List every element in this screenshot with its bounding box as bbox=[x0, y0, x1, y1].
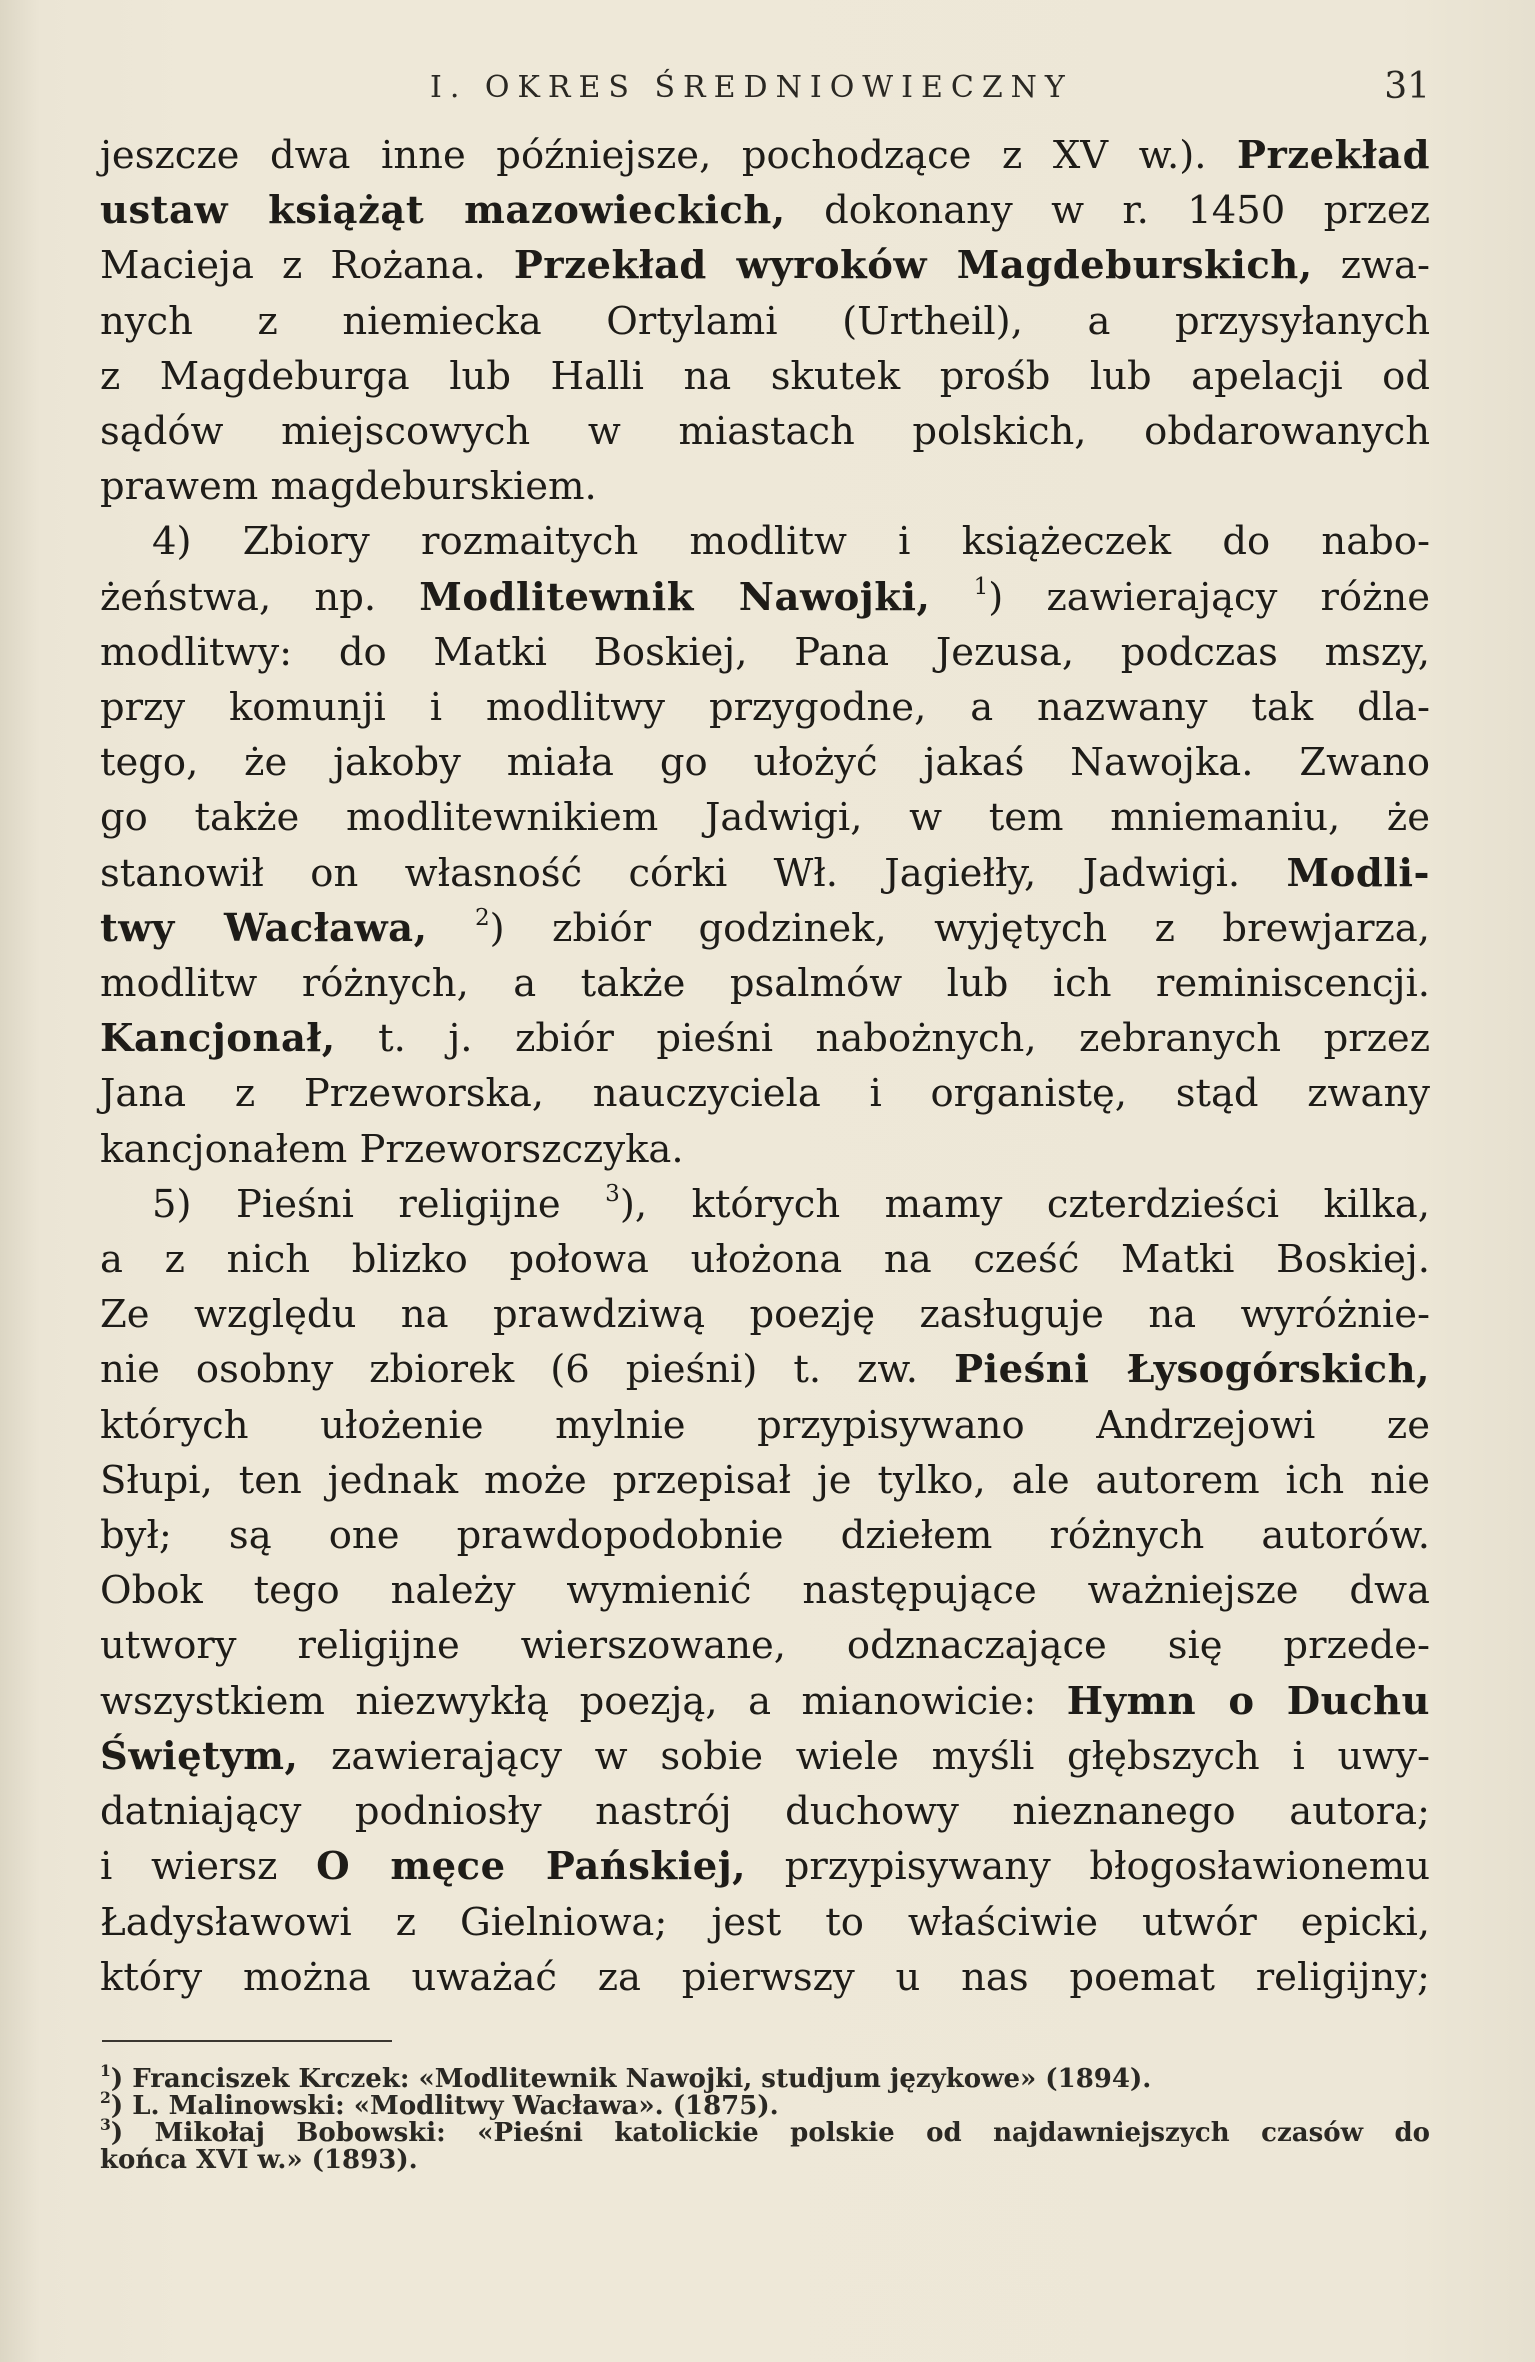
text-line bbox=[100, 1618, 1430, 1673]
text-run: żeństwa, np. bbox=[100, 574, 420, 620]
bold-title: ustaw książąt mazowieckich, bbox=[100, 188, 786, 234]
text-run: przy komunji i modlitwy przygodne, a nazwany tak dla- bbox=[100, 685, 1430, 731]
text-run: zawierający w sobie wiele myśli głębszych i uwy- bbox=[298, 1733, 1430, 1779]
footnote-rule bbox=[102, 2040, 392, 2042]
footnote-mark: 2 bbox=[100, 2088, 111, 2108]
text-run: wszystkiem niezwykłą poezją, a mianowicie: bbox=[100, 1678, 1067, 1724]
text-line bbox=[100, 294, 1430, 349]
bold-title: Przekład bbox=[1237, 133, 1430, 178]
text-line bbox=[100, 1177, 1430, 1232]
footnote-text: końca XVI w.» (1893). bbox=[100, 2145, 418, 2175]
text-run: Obok tego należy wymienić następujące ważniejsze dwa bbox=[100, 1568, 1430, 1614]
footnote bbox=[100, 2061, 1430, 2094]
text-run: przypisywany błogosławionemu bbox=[746, 1844, 1430, 1890]
text-line bbox=[100, 404, 1430, 459]
text-line bbox=[100, 1066, 1430, 1121]
text-run: nych z niemiecka Ortylami (Urtheil), a przysyłanych bbox=[100, 298, 1430, 344]
footnote-mark: 3 bbox=[100, 2115, 111, 2135]
text-line bbox=[100, 1950, 1430, 2005]
text-line bbox=[100, 349, 1430, 404]
text-run: i wiersz bbox=[100, 1844, 317, 1890]
text-line bbox=[100, 1508, 1430, 1563]
bold-title: Przekład wyroków Magdeburskich, bbox=[513, 243, 1313, 289]
text-line bbox=[100, 1122, 1430, 1177]
page-number: 31 bbox=[1384, 66, 1430, 107]
text-line bbox=[100, 1342, 1430, 1397]
text-line bbox=[100, 459, 1430, 514]
text-line bbox=[100, 1011, 1430, 1066]
footnote-text: ) Mikołaj Bobowski: «Pieśni katolickie polskie od najdawniejszych czasów do bbox=[110, 2118, 1430, 2148]
text-run: 4) Zbiory rozmaitych modlitw i książeczek do nabo- bbox=[152, 519, 1430, 565]
text-line bbox=[100, 570, 1430, 625]
text-run bbox=[930, 575, 973, 620]
text-line bbox=[100, 790, 1430, 845]
bold-title: Kancjonał, bbox=[100, 1016, 336, 1062]
footnote-ref: 2 bbox=[474, 904, 490, 931]
text-line bbox=[100, 238, 1430, 293]
text-run: był; są one prawdopodobnie dziełem różnych autorów. bbox=[100, 1513, 1430, 1559]
footnote-ref: 3 bbox=[605, 1180, 620, 1207]
footnote-text: ) L. Malinowski: «Modlitwy Wacława». (1875). bbox=[110, 2091, 779, 2121]
footnote-ref: 1 bbox=[973, 573, 989, 600]
bold-title: Świętym, bbox=[100, 1733, 299, 1779]
footnote bbox=[100, 2115, 1430, 2148]
text-line bbox=[100, 735, 1430, 790]
text-run: ), których mamy czterdzieści kilka, bbox=[619, 1181, 1430, 1227]
footnotes bbox=[100, 2061, 1430, 2175]
text-run: kancjonałem Przeworszczyka. bbox=[100, 1126, 684, 1172]
text-run: Słupi, ten jednak może przepisał je tylko, ale autorem ich nie bbox=[100, 1457, 1430, 1503]
text-line bbox=[100, 1784, 1430, 1839]
bold-title: O męce Pańskiej, bbox=[316, 1844, 747, 1890]
text-run: t. j. zbiór pieśni nabożnych, zebranych przez bbox=[335, 1016, 1430, 1062]
text-run: których ułożenie mylnie przypisywano Andrzejowi ze bbox=[100, 1402, 1430, 1448]
text-run: stanowił on własność córki Wł. Jagiełły, Jadwigi. bbox=[100, 850, 1287, 896]
text-run: sądów miejscowych w miastach polskich, obdarowanych bbox=[100, 409, 1430, 455]
text-line bbox=[100, 956, 1430, 1011]
bold-title: twy Wacława, bbox=[100, 905, 428, 951]
text-run: nie osobny zbiorek (6 pieśni) t. zw. bbox=[100, 1347, 955, 1393]
text-run: ) zawierający różne bbox=[988, 574, 1430, 620]
text-line bbox=[100, 625, 1430, 680]
text-run: modlitwy: do Matki Boskiej, Pana Jezusa, podczas mszy, bbox=[100, 629, 1430, 675]
text-run: a z nich blizko połowa ułożona na cześć Matki Boskiej. bbox=[100, 1237, 1430, 1283]
text-line bbox=[100, 680, 1430, 735]
text-line bbox=[100, 1287, 1430, 1342]
bold-title: Pieśni Łysogórskich, bbox=[954, 1347, 1430, 1393]
text-run: który można uważać za pierwszy u nas poemat religijny; bbox=[100, 1954, 1430, 2000]
text-run: go także modlitewnikiem Jadwigi, w tem mniemaniu, że bbox=[100, 795, 1430, 841]
text-line bbox=[100, 1232, 1430, 1287]
text-line bbox=[100, 1563, 1430, 1618]
chapter-title: I. OKRES ŚREDNIOWIECZNY bbox=[430, 70, 1073, 105]
text-run: dokonany w r. 1450 przez bbox=[785, 188, 1430, 234]
text-line bbox=[100, 1453, 1430, 1508]
text-run: jeszcze dwa inne późniejsze, pochodzące z XV w.). bbox=[100, 133, 1238, 178]
text-run: zwa- bbox=[1312, 243, 1430, 289]
text-run: ) zbiór godzinek, wyjętych z brewjarza, bbox=[489, 905, 1430, 951]
text-run: modlitw różnych, a także psalmów lub ich reminiscencji. bbox=[100, 961, 1430, 1007]
text-line bbox=[100, 514, 1430, 569]
text-run: utwory religijne wierszowane, odznaczające się przede- bbox=[100, 1623, 1430, 1669]
text-run: Ładysławowi z Gielniowa; jest to właściwie utwór epicki, bbox=[100, 1899, 1430, 1945]
text-run: 5) Pieśni religijne bbox=[152, 1181, 606, 1227]
bold-title: Hymn o Duchu bbox=[1066, 1678, 1430, 1724]
text-line bbox=[100, 128, 1430, 183]
text-run: tego, że jakoby miała go ułożyć jakaś Nawojka. Zwano bbox=[100, 740, 1430, 786]
text-run bbox=[427, 906, 474, 951]
running-head bbox=[100, 58, 1430, 108]
text-run: datniający podniosły nastrój duchowy nieznanego autora; bbox=[100, 1789, 1430, 1835]
text-run: Jana z Przeworska, nauczyciela i organistę, stąd zwany bbox=[100, 1071, 1430, 1117]
footnote bbox=[100, 2088, 1430, 2121]
text-line bbox=[100, 1674, 1430, 1729]
text-line bbox=[100, 1729, 1430, 1784]
body-text bbox=[100, 128, 1430, 2005]
bold-title: Modli- bbox=[1286, 850, 1430, 896]
text-line bbox=[100, 1839, 1430, 1894]
bold-title: Modlitewnik Nawojki, bbox=[419, 574, 931, 620]
text-line bbox=[100, 1398, 1430, 1453]
text-run: Ze względu na prawdziwą poezję zasługuje na wyróżnie- bbox=[100, 1292, 1430, 1338]
text-line bbox=[100, 846, 1430, 901]
footnote-text: ) Franciszek Krczek: «Modlitewnik Nawojki, studjum językowe» (1894). bbox=[110, 2064, 1152, 2094]
text-line bbox=[100, 1895, 1430, 1950]
text-run: prawem magdeburskiem. bbox=[100, 464, 597, 510]
text-line bbox=[100, 183, 1430, 238]
text-run: Macieja z Rożana. bbox=[100, 243, 514, 289]
footnote-mark: 1 bbox=[100, 2061, 111, 2081]
text-run: z Magdeburga lub Halli na skutek prośb lub apelacji od bbox=[100, 353, 1430, 399]
text-line bbox=[100, 901, 1430, 956]
footnote bbox=[100, 2147, 1430, 2174]
